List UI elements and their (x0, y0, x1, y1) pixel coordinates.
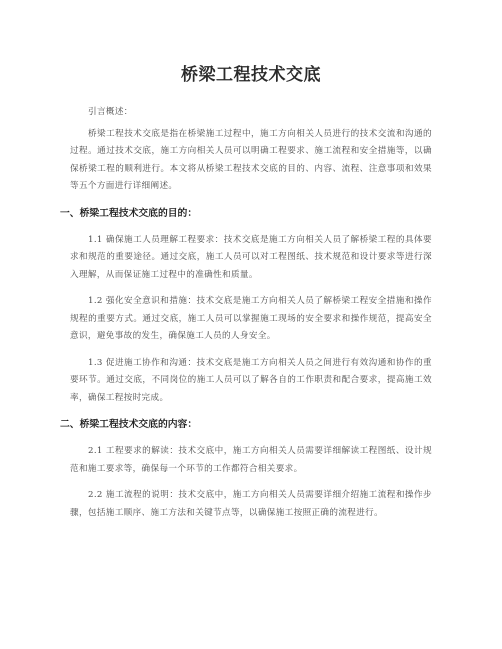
paragraph-2-2: 2.2 施工流程的说明：技术交底中，施工方向相关人员需要详细介绍施工流程和操作步骤，包括施工顺序、施工方法和关键节点等，以确保施工按照正确的流程进行。 (70, 490, 432, 518)
section-heading-purpose: 一、桥梁工程技术交底的目的： (60, 207, 198, 219)
section-heading-content: 二、桥梁工程技术交底的内容： (60, 419, 198, 430)
paragraph-1-1: 1.1 确保施工人员理解工程要求：技术交底是施工方向相关人员了解桥梁工程的具体要求和规范的重要途径。通过交底，施工人员可以对工程图纸、技术规范和设计要求等进行深入理解，从而保证施工过程中的准确性和质量。 (70, 234, 432, 280)
paragraph-2-1: 2.1 工程要求的解读：技术交底中，施工方向相关人员需要详细解读工程图纸、设计规范和施工要求等，确保每一个环节的工作都符合相关要求。 (70, 446, 432, 474)
document-title: 桥梁工程技术交底 (181, 65, 321, 85)
paragraph-1-3: 1.3 促进施工协作和沟通：技术交底是施工方向相关人员之间进行有效沟通和协作的重要环节。通过交底，不同岗位的施工人员可以了解各自的工作职责和配合要求，提高施工效率，确保工程按时完成。 (70, 357, 432, 403)
intro-paragraph: 桥梁工程技术交底是指在桥梁施工过程中，施工方向相关人员进行的技术交流和沟通的过程。通过技术交底，施工方向相关人员可以明确工程要求、施工流程和安全措施等，以确保桥梁工程的顺利进行。本文将从桥梁工程技术交底的目的、内容、流程、注意事项和效果等五个方面进行详细阐述。 (70, 128, 432, 191)
document-body (60, 104, 432, 531)
intro-label: 引言概述： (88, 107, 133, 117)
paragraph-1-2: 1.2 强化安全意识和措施：技术交底是施工方向相关人员了解桥梁工程安全措施和操作规程的重要方式。通过交底，施工人员可以掌握施工现场的安全要求和操作规范，提高安全意识，避免事故的发生，确保施工人员的人身安全。 (70, 296, 432, 341)
